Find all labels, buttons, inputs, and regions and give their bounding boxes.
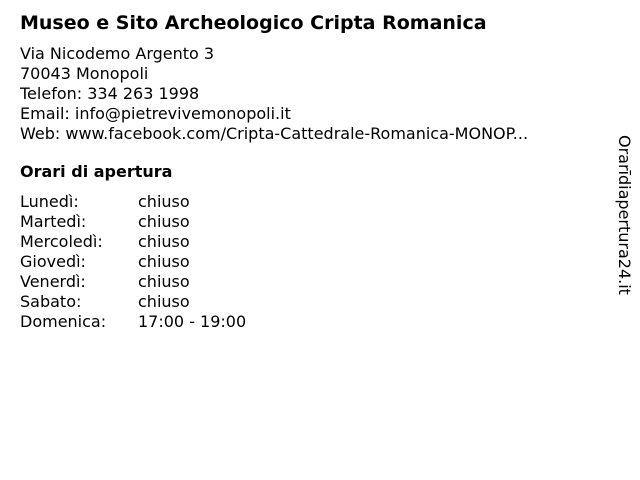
address-city: 70043 Monopoli — [20, 64, 149, 83]
hours-row-saturday — [20, 292, 600, 312]
phone-line[interactable]: Telefon: 334 263 1998 — [20, 84, 200, 103]
hours-time: chiuso — [138, 252, 190, 271]
hours-day: Venerdì: — [20, 272, 86, 291]
email-line[interactable]: Email: info@pietrevivemonopoli.it — [20, 104, 291, 123]
hours-day: Domenica: — [20, 312, 107, 331]
hours-row-friday — [20, 272, 600, 292]
hours-row-thursday — [20, 252, 600, 272]
hours-day: Mercoledì: — [20, 232, 103, 251]
hours-time: chiuso — [138, 232, 190, 251]
hours-row-monday — [20, 192, 600, 212]
hours-heading: Orari di apertura — [20, 162, 173, 181]
hours-day: Giovedì: — [20, 252, 86, 271]
hours-day: Lunedì: — [20, 192, 79, 211]
place-title: Museo e Sito Archeologico Cripta Romanica — [20, 12, 487, 34]
hours-day: Sabato: — [20, 292, 82, 311]
hours-row-tuesday — [20, 212, 600, 232]
side-brand-text: Orarīdiapertura24.it — [615, 135, 634, 295]
hours-day: Martedì: — [20, 212, 87, 231]
hours-row-wednesday — [20, 232, 600, 252]
place-card — [20, 10, 600, 332]
hours-table — [20, 192, 600, 332]
address-street: Via Nicodemo Argento 3 — [20, 44, 215, 63]
web-line[interactable]: Web: www.facebook.com/Cripta-Cattedrale-Romanica-MONOP... — [20, 124, 529, 143]
hours-time: chiuso — [138, 212, 190, 231]
hours-row-sunday — [20, 312, 600, 332]
hours-time: 17:00 - 19:00 — [138, 312, 247, 331]
hours-time: chiuso — [138, 192, 190, 211]
hours-time: chiuso — [138, 272, 190, 291]
hours-time: chiuso — [138, 292, 190, 311]
